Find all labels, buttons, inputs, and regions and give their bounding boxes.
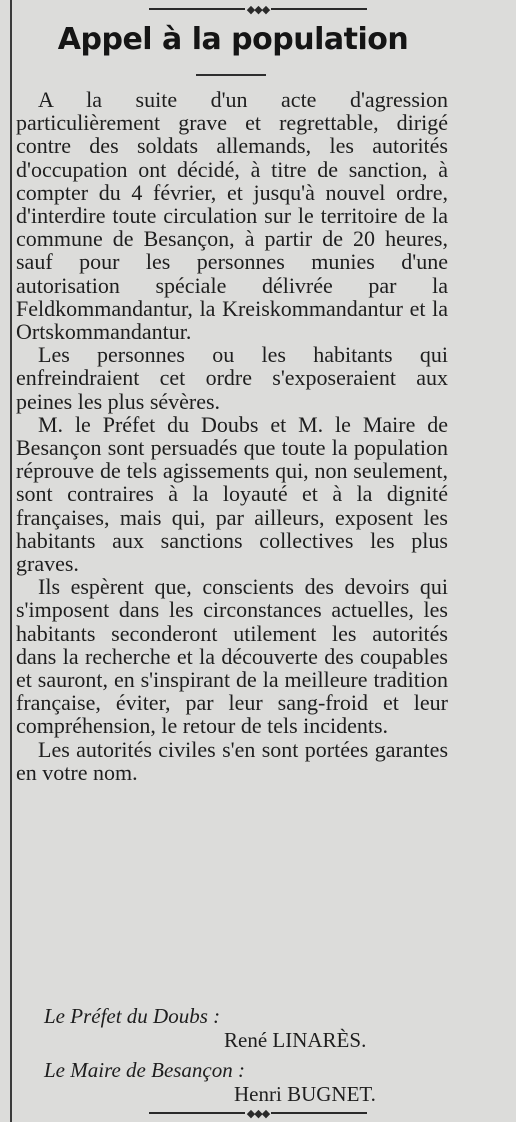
paragraph-4: Ils espèrent que, conscients des devoirs qui s'imposent dans les circonstances actuelles, les habitants seconderont utilement les autorités dans la recherche et la découverte des coupables et sauront, en s'inspirant de la meilleure tradition française, éviter, par leur sang-froid et leur compréhension, le retour de tels incidents. (16, 574, 448, 739)
top-ornament (0, 2, 516, 16)
ornament-line-right (271, 1112, 367, 1114)
signature-name: Henri BUGNET. (234, 1082, 376, 1106)
title-underline (196, 74, 266, 76)
column-rule (10, 0, 12, 1122)
ornament-diamonds: ◆◆◆ (246, 2, 270, 16)
bottom-ornament (0, 1106, 516, 1120)
article-title: Appel à la population (57, 22, 409, 57)
ornament-line-right (271, 8, 367, 10)
article-body (16, 88, 448, 784)
signature-prefet (16, 1004, 448, 1052)
signature-maire (16, 1058, 448, 1106)
paragraph-1: A la suite d'un acte d'agression particulièrement grave et regrettable, dirigé contre des soldats allemands, les autorités d'occupation ont décidé, à titre de sanction, à compter du 4 février, et jusqu'à nouvel ordre, d'interdire toute circulation sur le territoire de la commune de Besançon, à partir de 20 heures, sauf pour les personnes munies d'une autorisation spéciale délivrée par la Feldkommandantur, la Kreiskommandantur et la Ortskommandantur. (16, 87, 448, 345)
paragraph-3: M. le Préfet du Doubs et M. le Maire de Besançon sont persuadés que toute la population réprouve de tels agissements qui, non seulement, sont contraires à la loyauté et à la dignité françaises, mais qui, par ailleurs, exposent les habitants aux sanctions collectives les plus graves. (16, 411, 448, 577)
signature-role: Le Préfet du Doubs : (44, 1004, 221, 1028)
paragraph-5: Les autorités civiles s'en sont portées garantes en votre nom. (16, 736, 448, 785)
signature-name: René LINARÈS. (224, 1028, 367, 1052)
ornament-line-left (149, 8, 245, 10)
signature-role: Le Maire de Besançon : (44, 1058, 245, 1082)
paragraph-2: Les personnes ou les habitants qui enfreindraient cet ordre s'exposeraient aux peines les plus sévères. (16, 342, 448, 414)
ornament-line-left (149, 1112, 245, 1114)
ornament-diamonds: ◆◆◆ (246, 1106, 270, 1120)
